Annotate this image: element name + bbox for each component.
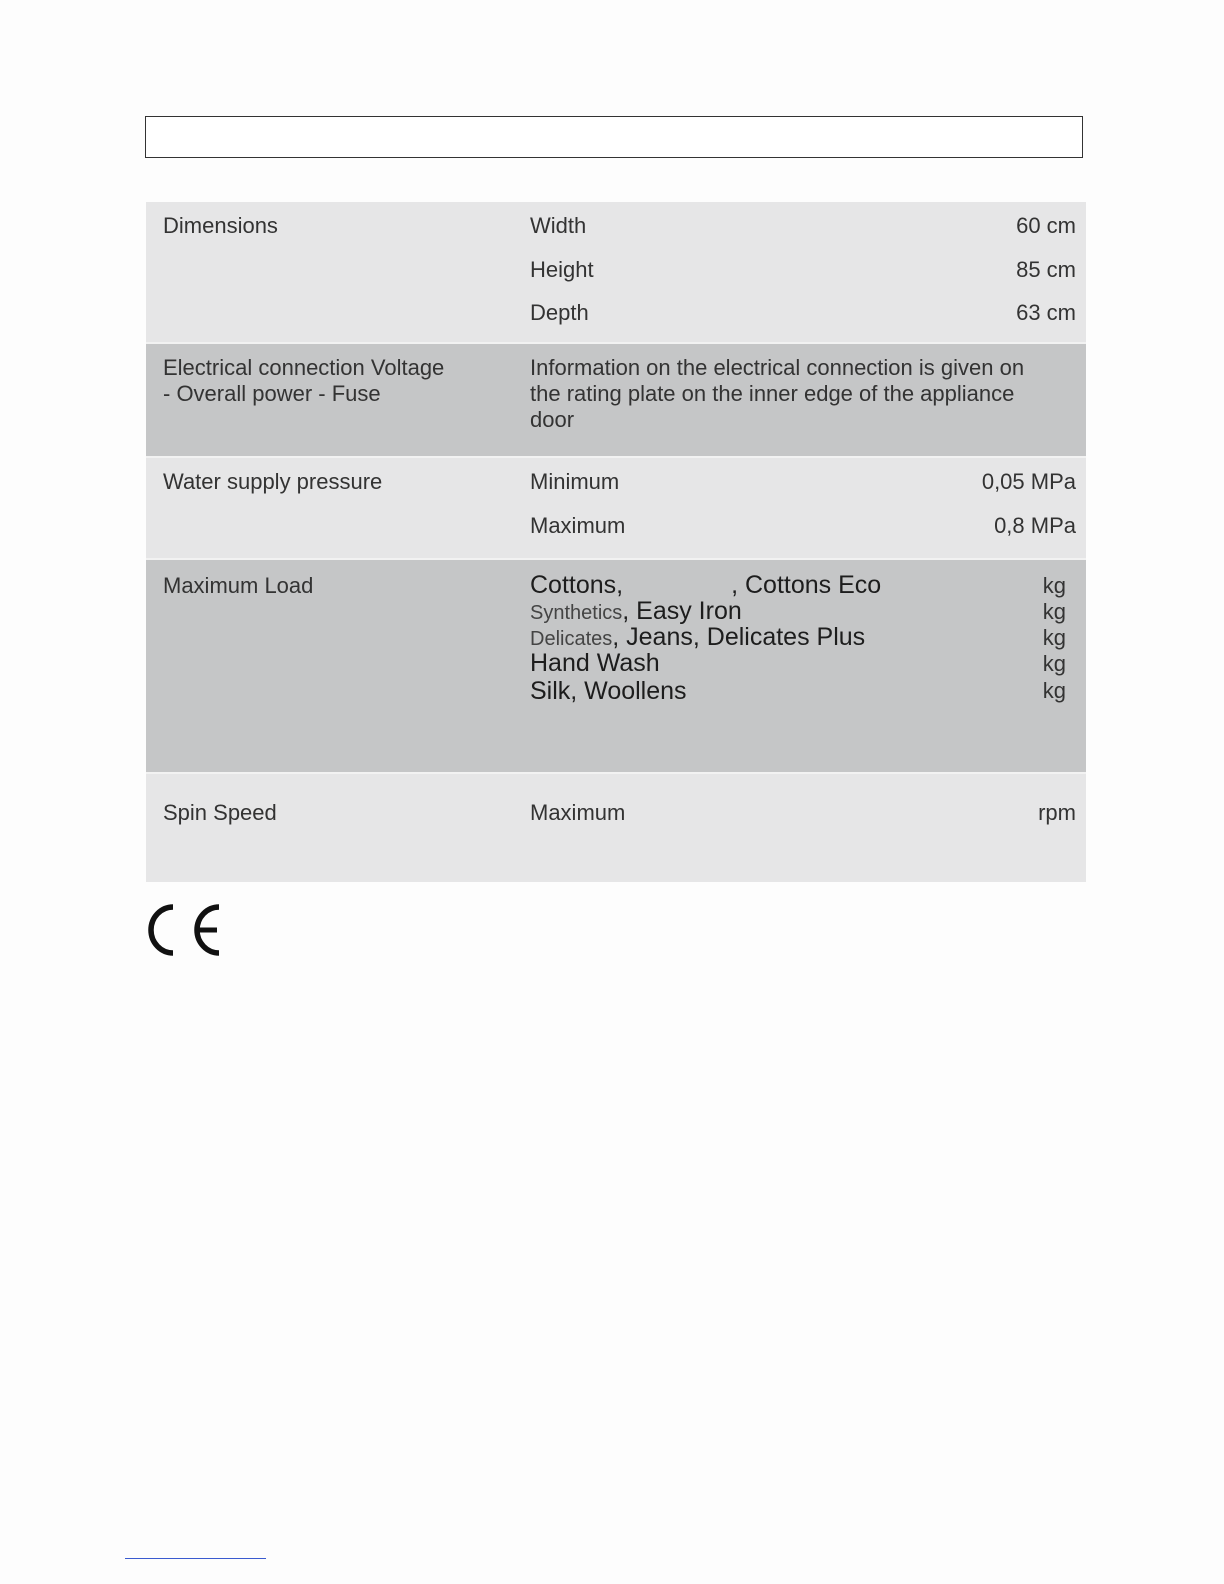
spin-speed-label: Spin Speed bbox=[163, 800, 277, 825]
electrical-info-line: Information on the electrical connection is given on bbox=[530, 355, 1025, 380]
load-program: Synthetics bbox=[530, 602, 623, 624]
electrical-info bbox=[530, 355, 1070, 433]
width-value: 60 cm bbox=[1016, 213, 1076, 238]
water-min-value: 0,05 MPa bbox=[981, 469, 1076, 494]
electrical-label bbox=[163, 355, 444, 407]
ce-mark-icon bbox=[146, 902, 222, 958]
load-program: , Jeans, Delicates Plus bbox=[612, 623, 866, 651]
water-pressure-row bbox=[146, 456, 1086, 558]
load-program: , Easy Iron bbox=[622, 597, 742, 625]
water-max-value: 0,8 MPa bbox=[994, 513, 1076, 538]
load-unit: kg bbox=[1042, 651, 1066, 676]
electrical-label-line: Electrical connection Voltage bbox=[163, 355, 445, 380]
width-label: Width bbox=[530, 213, 587, 238]
water-max-label: Maximum bbox=[530, 513, 626, 538]
spin-unit: rpm bbox=[1038, 800, 1076, 825]
height-label: Height bbox=[530, 257, 594, 282]
maximum-load-label: Maximum Load bbox=[163, 573, 314, 598]
electrical-info-line: door bbox=[530, 407, 575, 432]
load-line-hand-wash bbox=[530, 650, 660, 680]
load-line-silk-woollens bbox=[530, 678, 687, 708]
load-unit: kg bbox=[1042, 625, 1066, 650]
maximum-load-row bbox=[146, 558, 1086, 772]
dimensions-label: Dimensions bbox=[163, 213, 278, 238]
footnote-rule bbox=[125, 1558, 266, 1559]
load-unit: kg bbox=[1042, 573, 1066, 598]
load-unit: kg bbox=[1042, 678, 1066, 703]
load-unit: kg bbox=[1042, 599, 1066, 624]
electrical-row bbox=[146, 342, 1086, 456]
load-program: Silk, Woollens bbox=[530, 677, 687, 705]
electrical-label-line: - Overall power - Fuse bbox=[163, 381, 381, 406]
height-value: 85 cm bbox=[1016, 257, 1076, 282]
dimensions-row bbox=[146, 202, 1086, 342]
specifications-table bbox=[146, 202, 1086, 882]
depth-label: Depth bbox=[530, 300, 589, 325]
load-program: Hand Wash bbox=[530, 649, 660, 677]
spin-speed-row bbox=[146, 772, 1086, 882]
water-min-label: Minimum bbox=[530, 469, 620, 494]
water-pressure-label: Water supply pressure bbox=[163, 469, 383, 494]
load-program: Cottons, bbox=[530, 571, 624, 599]
spin-max-label: Maximum bbox=[530, 800, 626, 825]
depth-value: 63 cm bbox=[1016, 300, 1076, 325]
section-title-box bbox=[145, 116, 1083, 158]
electrical-info-line: the rating plate on the inner edge of the appliance bbox=[530, 381, 1015, 406]
load-program: , Cottons Eco bbox=[731, 571, 882, 599]
load-program: Delicates bbox=[530, 628, 613, 650]
